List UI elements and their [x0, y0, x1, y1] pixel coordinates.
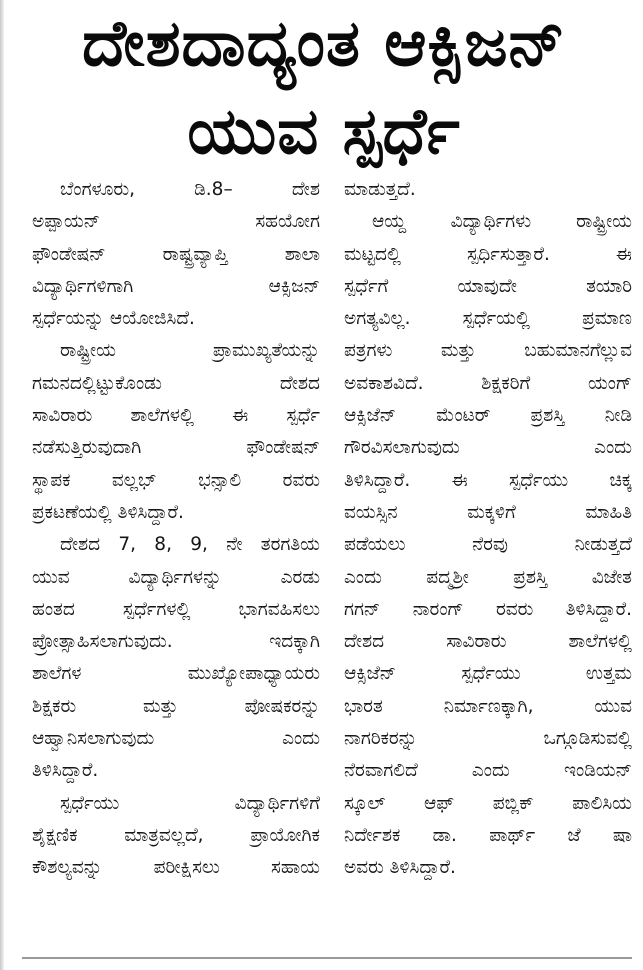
- text-line: ಪಡೆಯಲು ನೆರವು ನೀಡುತ್ತದೆ: [344, 534, 632, 556]
- text-line: ಅವರು ತಿಳಿಸಿದ್ದಾರೆ.: [344, 857, 456, 879]
- text-line: ಶಾಲೆಗಳ ಮುಖ್ಯೋಪಾಧ್ಯಾಯರು: [32, 663, 320, 685]
- text-line: ವಯಸ್ಸಿನ ಮಕ್ಕಳಿಗೆ ಮಾಹಿತಿ: [344, 501, 632, 523]
- left-column: [32, 174, 320, 885]
- paragraph: [32, 174, 320, 335]
- text-line: ಸ್ಪರ್ಧೆಯನ್ನು ಆಯೋಜಿಸಿದೆ.: [32, 308, 195, 330]
- text-line: ಹಂತದ ಸ್ಪರ್ಧೆಗಳಲ್ಲಿ ಭಾಗವಹಿಸಲು: [32, 598, 320, 620]
- text-line: ತಿಳಿಸಿದ್ದಾರೆ.: [32, 760, 99, 782]
- text-line: ಬೆಂಗಳೂರು, ಡಿ.8– ದೇಶ: [60, 179, 320, 200]
- text-line: ಸ್ಪರ್ಧೆಗೆ ಯಾವುದೇ ತಯಾರಿ: [344, 275, 632, 297]
- text-line: ಆಕ್ಸಿಜೆನ್ ಮೆಂಟರ್ ಪ್ರಶಸ್ತಿ ನೀಡಿ: [344, 405, 632, 427]
- text-line: ಪ್ರೋತ್ಸಾಹಿಸಲಾಗುವುದು. ಇದಕ್ಕಾಗಿ: [32, 631, 320, 653]
- paragraph: [32, 335, 320, 529]
- paragraph: [32, 529, 320, 787]
- text-line: ಆಹ್ವಾನಿಸಲಾಗುವುದು ಎಂದು: [32, 728, 320, 750]
- text-line: ನಿರ್ದೇಶಕ ಡಾ. ಪಾರ್ಥ್ ಜೆ ಷಾ: [344, 824, 632, 846]
- text-line: ಸ್ಥಾಪಕ ವಲ್ಲಭ್ ಭನ್ಸಾಲಿ ರವರು: [32, 469, 320, 491]
- text-line: ಶೈಕ್ಷಣಿಕ ಮಾತ್ರವಲ್ಲದೆ, ಪ್ರಾಯೋಗಿಕ: [32, 824, 320, 846]
- text-line: ಮಟ್ಟದಲ್ಲಿ ಸ್ಪರ್ಧಿಸುತ್ತಾರೆ. ಈ: [344, 243, 632, 265]
- text-line: ಆಯ್ದ ವಿದ್ಯಾರ್ಥಿಗಳು ರಾಷ್ಟ್ರೀಯ: [372, 211, 632, 233]
- text-line: ನಾಗರಿಕರನ್ನು ಒಗ್ಗೂಡಿಸುವಲ್ಲಿ: [344, 728, 632, 750]
- text-line: ದೇಶದ ಸಾವಿರಾರು ಶಾಲೆಗಳಲ್ಲಿ: [344, 631, 632, 653]
- text-line: ನೆರವಾಗಲಿದೆ ಎಂದು ಇಂಡಿಯನ್: [344, 760, 632, 782]
- page-edge-shadow: [0, 0, 4, 970]
- right-column: [344, 174, 632, 885]
- text-line: ಪ್ರಕಟಣೆಯಲ್ಲಿ ತಿಳಿಸಿದ್ದಾರೆ.: [32, 501, 184, 523]
- text-line: ಸ್ಕೂಲ್ ಆಫ್ ಪಬ್ಲಿಕ್ ಪಾಲಿಸಿಯ: [344, 792, 632, 814]
- text-line: ಫೌಂಡೇಷನ್ ರಾಷ್ಟ್ರವ್ಯಾಪ್ತಿ ಶಾಲಾ: [32, 243, 320, 265]
- text-line: ಮಾಡುತ್ತದೆ.: [344, 179, 416, 200]
- text-line: ತಿಳಿಸಿದ್ದಾರೆ. ಈ ಸ್ಪರ್ಧೆಯು ಚಿಕ್ಕ: [344, 469, 632, 491]
- text-line: ಸಾವಿರಾರು ಶಾಲೆಗಳಲ್ಲಿ ಈ ಸ್ಪರ್ಧೆ: [32, 405, 320, 427]
- text-line: ಪತ್ರಗಳು ಮತ್ತು ಬಹುಮಾನಗೆಲ್ಲುವ: [344, 340, 632, 362]
- text-line: ಕೌಶಲ್ಯವನ್ನು ಪರೀಕ್ಷಿಸಲು ಸಹಾಯ: [32, 857, 320, 879]
- text-line: ಸ್ಪರ್ಧೆಯು ವಿದ್ಯಾರ್ಥಿಗಳಿಗೆ: [60, 792, 320, 814]
- text-line: ಗೌರವಿಸಲಾಗುವುದು ಎಂದು: [344, 437, 632, 459]
- text-line: ವಿದ್ಯಾರ್ಥಿಗಳಿಗಾಗಿ ಆಕ್ಸಿಜನ್: [32, 275, 320, 297]
- text-line: ಯುವ ವಿದ್ಯಾರ್ಥಿಗಳನ್ನು ಎರಡು: [32, 566, 320, 588]
- text-line: ಗಗನ್ ನಾರಂಗ್ ರವರು ತಿಳಿಸಿದ್ದಾರೆ.: [344, 598, 632, 620]
- text-line: ಅವಕಾಶವಿದೆ. ಶಿಕ್ಷಕರಿಗೆ ಯಂಗ್: [344, 372, 632, 394]
- headline: [14, 0, 634, 176]
- bottom-divider: [22, 957, 632, 959]
- paragraph: [344, 174, 632, 206]
- headline-line-1: ದೇಶದಾದ್ಯಂತ ಆಕ್ಸಿಜನ್: [82, 7, 566, 81]
- paragraph: [32, 788, 320, 885]
- text-line: ದೇಶದ 7, 8, 9, ನೇ ತರಗತಿಯ: [60, 534, 320, 556]
- text-line: ಅಗತ್ಯವಿಲ್ಲ. ಸ್ಪರ್ಧೆಯಲ್ಲಿ ಪ್ರಮಾಣ: [344, 308, 632, 330]
- headline-line-2: ಯುವ ಸ್ಪರ್ಧೆ: [187, 95, 461, 169]
- text-line: ಅಪ್ಪಾಯನ್ ಸಹಯೋಗ: [32, 211, 320, 233]
- text-line: ರಾಷ್ಟ್ರೀಯ ಪ್ರಾಮುಖ್ಯತೆಯನ್ನು: [60, 340, 320, 362]
- text-line: ಭಾರತ ನಿರ್ಮಾಣಕ್ಕಾಗಿ, ಯುವ: [344, 695, 632, 717]
- text-line: ಗಮನದಲ್ಲಿಟ್ಟುಕೊಂಡು ದೇಶದ: [32, 372, 320, 394]
- paragraph: [344, 206, 632, 884]
- text-line: ಆಕ್ಸಿಜೆನ್ ಸ್ಪರ್ಧೆಯು ಉತ್ತಮ: [344, 663, 632, 685]
- text-line: ಶಿಕ್ಷಕರು ಮತ್ತು ಪೋಷಕರನ್ನು: [32, 695, 320, 717]
- text-line: ಎಂದು ಪದ್ಮಶ್ರೀ ಪ್ರಶಸ್ತಿ ವಿಜೇತ: [344, 566, 632, 588]
- text-line: ನಡೆಸುತ್ತಿರುವುದಾಗಿ ಫೌಂಡೇಷನ್: [32, 437, 320, 459]
